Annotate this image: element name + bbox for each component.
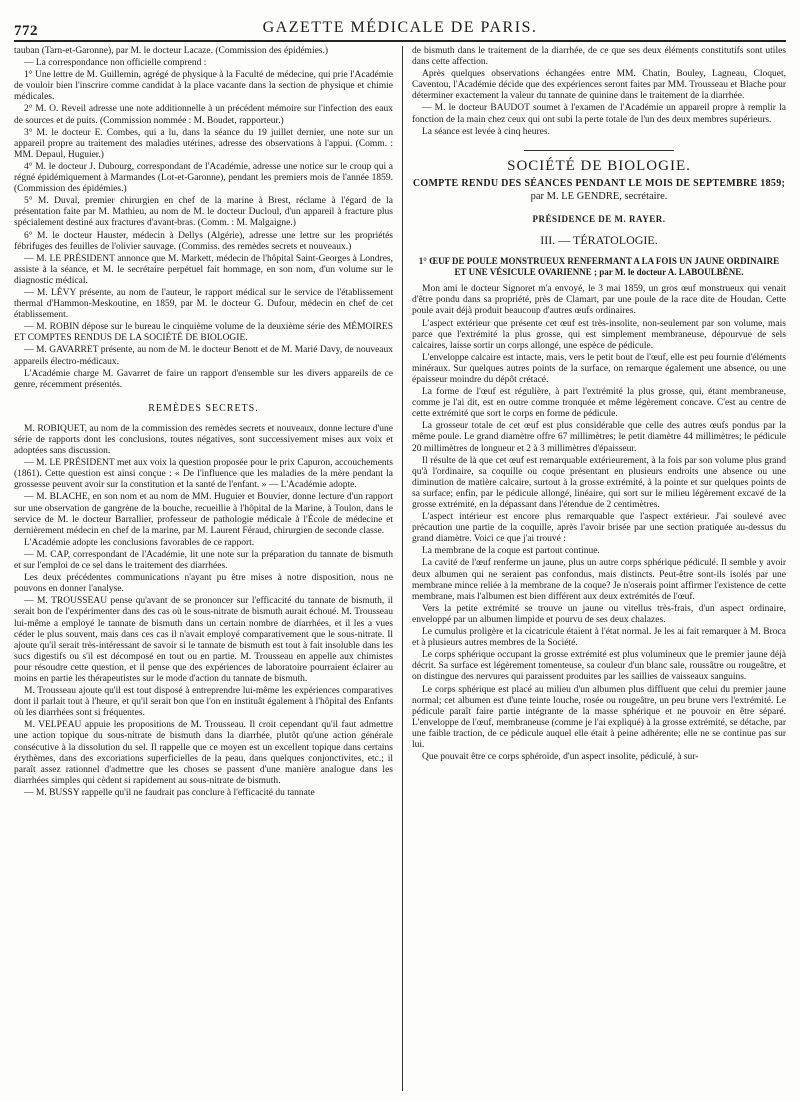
- paragraph: tauban (Tarn-et-Garonne), par M. le docteur Lacaze. (Commission des épidémies.): [14, 46, 329, 56]
- seance-closing: La séance est levée à cinq heures.: [422, 126, 550, 137]
- paragraph: — M. CAP, correspondant de l'Académie, lit une note sur la préparation du tannate de bismuth et sur l'emploi de ce sel dans le traitement des diarrhées.: [14, 549, 393, 572]
- paragraph: La grosseur totale de cet œuf est plus considérable que celle des autres œufs pondus par la même poule. Le grand diamètre offre 67 millimètres; le petit diamètre 44 millimètres; le pédicule 20 millimètres de longueur et 2 à 3 millimètres d'épaisseur.: [412, 421, 786, 454]
- paragraph: — M. BLACHE, en son nom et au nom de MM. Huguier et Bouvier, donne lecture d'un rapport sur une observation de gangrène de la bouche, recueillie à l'hôpital de la Marine, à Toulon, dans le service de M. le docteur Barrallier, professeur de pathologie médicale à l'École de médecine et dernièrement médecin en chef de la marine, par M. Laurent Féraud, chirurgien de seconde classe.: [14, 492, 393, 536]
- paragraph: L'Académie adopte les conclusions favorables de ce rapport.: [24, 537, 255, 548]
- paragraph: 2° M. O. Reveil adresse une note additionnelle à un précédent mémoire sur l'infection des eaux de sources et de puits. (Commission nommée : M. Boudet, rapporteur.): [14, 104, 393, 126]
- right-column: [412, 46, 786, 1095]
- paragraph: La membrane de la coque est partout continue.: [422, 546, 600, 557]
- paragraph: 3° M. le docteur E. Combes, qui a lu, dans la séance du 19 juillet dernier, une note sur un appareil propre au traitement des maladies utérines, adresse des observations à l'appui. (Comm. : MM. Depaul, Huguier.): [14, 127, 393, 160]
- paragraph: — M. le docteur BAUDOT soumet à l'examen de l'Académie un appareil propre à remplir la fonction de la main chez ceux qui ont subi la perte totale de l'un des deux membres supérieurs.: [412, 103, 786, 125]
- section-title: REMÈDES SECRETS.: [148, 402, 259, 414]
- paragraph: — M. ROBIN dépose sur le bureau le cinquième volume de la deuxième série des MÉMOIRES ET COMPTES RENDUS DE LA SOCIÉTÉ DE BIOLOGIE.: [14, 322, 393, 344]
- paragraph: Le cumulus proligère et la cicatricule étaient à l'état normal. Je les ai fait remarquer à M. Broca et à plusieurs autres membres de la Société.: [412, 627, 786, 649]
- paragraph: — M. BUSSY rappelle qu'il ne faudrait pas conclure à l'efficacité du tannate: [24, 787, 315, 798]
- paragraph: Les deux précédentes communications n'ayant pu être mises à notre disposition, nous ne pouvons en donner l'analyse.: [14, 573, 393, 595]
- paragraph: 6° M. le docteur Hauster, médecin à Dellys (Algérie), adresse une lettre sur les propriétés fébrifuges des feuilles de l'olivier sauvage. (Commiss. des remèdes secrets et nouveaux.): [14, 230, 393, 252]
- paragraph: Le corps sphérique occupant la grosse extrémité est plus volumineux que le premier jaune déjà décrit. Sa surface est légèrement tomenteuse, sa couleur d'un blanc sale, roussâtre ou rougeâtre, et on distingue des nervures qui paraissent produites par les saillies de vaisseaux sanguins.: [412, 650, 786, 683]
- paragraph: L'Académie charge M. Gavarret de faire un rapport d'ensemble sur les divers appareils de ce genre, récemment présentés.: [14, 368, 393, 390]
- paragraph: de bismuth dans le traitement de la diarrhée, de ce que ses deux éléments constitutifs sont utiles dans cette affection.: [412, 46, 786, 68]
- section-divider: [524, 150, 674, 151]
- paragraph: Après quelques observations échangées entre MM. Chatin, Bouley, Lagneau, Cloquet, Caventou, l'Académie décide que des expériences seront faites par MM. Trousseau et Blache pour déterminer exactement la valeur du tannate de quinine dans le traitement de la diarrhée.: [412, 69, 786, 102]
- paragraph: M. Trousseau ajoute qu'il est tout disposé à entreprendre lui-même les expériences comparatives dont il parlait tout à l'heure, et qu'il serait bon que l'on en instituât également à l'hôpital des Enfants où les diarrhées sont si fréquentes.: [14, 686, 393, 719]
- compte-rendu-heading: COMPTE RENDU DES SÉANCES PENDANT LE MOIS DE SEPTEMBRE 1859;: [412, 177, 786, 189]
- paragraph: Le corps sphérique est placé au milieu d'un albumen plus diffluent que celui du premier jaune normal; cet albumen est d'une teinte louche, rosée ou rougeâtre, un peu brune vers l'extrémité. Le pédicule paraît faire partie intégrante de la masse sphérique et ne pouvoir en être séparé. L'enveloppe de l'œuf, membraneuse (comme je l'ai expliqué) à la grosse extrémité, se détache, par une faible traction, de ce pédicule auquel elle était à peine adhérente; elle ne se continue pas sur lui.: [412, 684, 786, 750]
- paragraph: Vers la petite extrémité se trouve un jaune ou vitellus très-frais, d'un aspect ordinaire, enveloppé par un albumen limpide et pourvu de ses deux chalazes.: [412, 603, 786, 625]
- paragraph: M. ROBIQUET, au nom de la commission des remèdes secrets et nouveaux, donne lecture d'une série de rapports dont les conclusions, toutes négatives, sont successivement mises aux voix et adoptées sans discussion.: [14, 423, 393, 457]
- paragraph: 4° M. le docteur J. Dubourg, correspondant de l'Académie, adresse une notice sur le croup qui a régné épidémiquement à Marmandes (Lot-et-Garonne), pendant les premiers mois de l'année 1859. (Commission des épidémies.): [14, 161, 393, 195]
- paragraph: L'aspect intérieur est encore plus remarquable que l'aspect extérieur. J'ai soulevé avec précaution une partie de la coquille, après l'avoir brisée par une section pratiquée au-dessus du grand diamètre. Voici ce que j'ai trouvé :: [412, 512, 786, 545]
- journal-title: GAZETTE MÉDICALE DE PARIS.: [262, 19, 538, 36]
- society-heading: SOCIÉTÉ DE BIOLOGIE.: [507, 157, 691, 174]
- paragraph: — M. LE PRÉSIDENT annonce que M. Markett, médecin de l'hôpital Saint-Georges à Londres, assiste à la séance, et M. le secrétaire perpétuel fait hommage, en son nom, d'un volume sur le diagnostic médical.: [14, 253, 393, 286]
- paragraph: — La correspondance non officielle comprend :: [24, 58, 207, 69]
- paragraph: Que pouvait être ce corps sphéroïde, d'un aspect insolite, pédiculé, à sur-: [422, 752, 699, 763]
- paragraph: L'enveloppe calcaire est intacte, mais, vers le petit bout de l'œuf, elle est peu fournie d'éléments minéraux. Sur quelques autres points de la surface, on remarque également une absence, ou une épaisseur moindre du dépôt crétacé.: [412, 352, 786, 385]
- paragraph: — M. TROUSSEAU pense qu'avant de se prononcer sur l'efficacité du tannate de bismuth, il serait bon de l'expérimenter dans des cas où le sous-nitrate de bismuth aurait échoué. M. Trousseau lui-même a employé le tannate de bismuth dans un certain nombre de diarrhées, et il les a vues céder le plus souvent, mais dans ces cas il n'avait employé comparativement que le sous-nitrate. Il ajoute qu'il serait très-intéressant de savoir si le tannate de bismuth est tout à fait insoluble dans les sucs digestifs ou s'il est décomposé en tout ou en partie. M. Trousseau en appelle aux chimistes pour résoudre cette question, et il pense que des expériences de laboratoire pourraient éclairer au moins en partie les thérapeutistes sur le mode d'action du tannate de bismuth.: [14, 596, 393, 684]
- left-column: [14, 46, 393, 1095]
- page-header: [14, 18, 786, 42]
- page-number: 772: [14, 23, 38, 39]
- paragraph: La cavité de l'œuf renferme un jaune, plus un autre corps sphérique pédiculé. Il semble y avoir deux albumen qui ne seraient pas confondus, mais distincts. Peut-être sont-ils isolés par une membrane mince reliée à la membrane de la coque? Je n'oserais point affirmer l'existence de cette membrane, mais l'albumen est bien différent aux deux extrémités de l'œuf.: [412, 558, 786, 602]
- paragraph: 1° Une lettre de M. Guillemin, agrégé de physique à la Faculté de médecine, qui prie l'Académie de vouloir bien l'inscrire comme candidat à la place vacante dans la section de physique et chimie médicales.: [14, 70, 393, 103]
- paragraph: 5° M. Duval, premier chirurgien en chef de la marine à Brest, réclame à l'égard de la présentation faite par M. Mathieu, au nom de M. le docteur Ducloul, d'un appareil à fracture plus spécialement destiné aux fractures d'avant-bras. (Comm. : M. Malgaigne.): [14, 196, 393, 229]
- paragraph: L'aspect extérieur que présente cet œuf est très-insolite, non-seulement par son volume, mais parce que l'extrémité la plus grosse, qui est simplement membraneuse, dépourvue de sels calcaires, laisse sortir un corps allongé, une espèce de pédicule.: [412, 318, 786, 351]
- paragraph: — M. LÉVY présente, au nom de l'auteur, le rapport médical sur le service de l'établissement thermal d'Hammon-Meskoutine, en 1859, par M. le docteur G. Dufour, médecin en chef de cet établissement.: [14, 287, 393, 321]
- column-divider: [402, 46, 403, 1091]
- secretaire-line: par M. LE GENDRE, secrétaire.: [530, 190, 668, 202]
- paragraph: Il résulte de là que cet œuf est remarquable extérieurement, à la fois par son volume plus grand qu'à l'ordinaire, sa coquille ou coque présentant en plusieurs endroits une absence ou une diminution de matière calcaire, surtout à la grosse extrémité, à la pointe et sur quelques points de sa surface; enfin, par le pédicule allongé, linéaire, qui sort sur le milieu légèrement excavé de la grosse extrémité, en la dépassant dans l'étendue de 2 centimètres.: [412, 455, 786, 510]
- article-title: 1° ŒUF DE POULE MONSTRUEUX RENFERMANT A LA FOIS UN JAUNE ORDINAIRE ET UNE VÉSICULE OVARIENNE ; par M. le docteur A. LABOULBÈNE.: [418, 256, 780, 278]
- chapter-heading: III. — TÉRATOLOGIE.: [540, 233, 658, 248]
- presidence-line: PRÉSIDENCE DE M. RAYER.: [532, 214, 666, 225]
- paragraph: — M. LE PRÉSIDENT met aux voix la question proposée pour le prix Capuron, accouchements (1861). Cette question est ainsi conçue : « De l'influence que les maladies de la mère pendant la grossesse peuvent avoir sur la constitution et la santé de l'enfant. » — L'Académie adopte.: [14, 458, 393, 491]
- paragraph: La forme de l'œuf est régulière, à part l'extrémité la plus grosse, qui, étant membraneuse, comme je l'ai dit, est en outre comme tronquée et même légèrement concave. C'est au centre de cette extrémité que sort le corps en forme de pédicule.: [412, 387, 786, 420]
- paragraph: Mon ami le docteur Signoret m'a envoyé, le 3 mai 1859, un gros œuf monstrueux qui venait d'être pondu dans sa propriété, près de Clamart, par une poule de la race dite de Houdan. Cette poule avait déjà produit beaucoup d'autres œufs ordinaires.: [412, 284, 786, 317]
- paragraph: M. VELPEAU appuie les propositions de M. Trousseau. Il croit cependant qu'il faut admettre une action topique du sous-nitrate de bismuth dans la diarrhée, plutôt qu'une action générale consécutive à la dissolution du sel. Il rappelle que ce moyen est un excellent topique dans certains érythèmes, dans des excoriations superficielles de la peau, dans quelques conjonctivites, etc.; il paraît assez rationnel d'admettre que les choses se passent d'une manière analogue dans les diarrhées simples qui cèdent si rapidement au sous-nitrate de bismuth.: [14, 720, 393, 786]
- paragraph: — M. GAVARRET présente, au nom de M. le docteur Benott et de M. Marié Davy, de nouveaux appareils électro-médicaux.: [14, 345, 393, 367]
